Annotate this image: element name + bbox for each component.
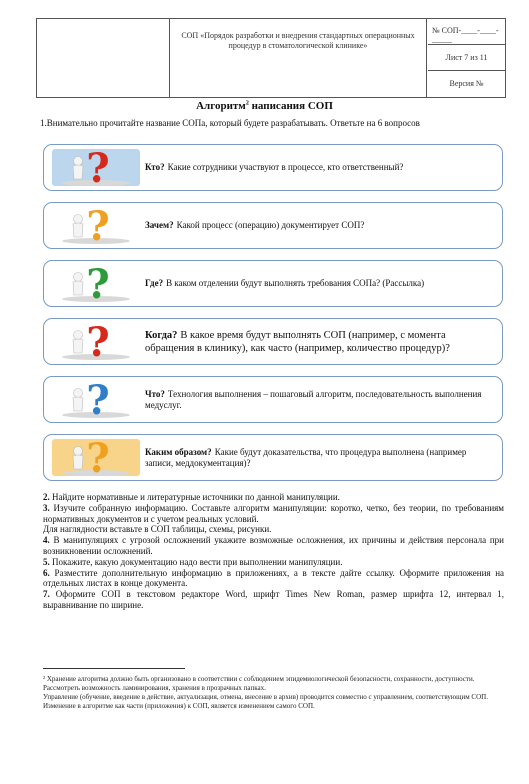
question-description: Технология выполнения – пошаговый алгоритм, последовательность выполнения медуслуг. [145,388,482,410]
question-content [145,278,424,289]
page-title [0,100,529,112]
question-text [145,261,492,306]
question-content [145,389,492,411]
question-box [43,376,503,423]
question-text [145,377,492,422]
header-version: Версия № [449,79,484,88]
question-content [145,162,403,173]
step-number: 7. [43,589,56,600]
question-keyword: Зачем? [145,220,174,230]
header-table [36,18,506,98]
question-description: В каком отделении будут выполнять требования СОПа? (Рассылка) [166,278,425,288]
footnote-line: Управление (обучение, введение в действие, актуализация, отмена, внесение в архив) проводится совместно с управлением, соответствующим СОП. [43,693,488,701]
header-logo-cell [37,19,170,97]
question-description: В какое время будут выполнять СОП (например, с момента обращения в клинику), как часто (например, количество процедур)? [145,329,450,354]
question-description: Какой процесс (операцию) документирует СОП? [176,220,365,230]
footnote-line: Изменение в алгоритме как части (приложения) к СОП, является изменением самого СОП. [43,702,315,710]
question-content [145,447,492,469]
question-keyword: Что? [145,388,165,399]
footnote-line: ² Хранение алгоритма должно быть организовано в соответствии с соблюдением эпидемиологической безопасности, сохранности, доступности. [43,675,475,683]
step-number: 6. [43,567,55,578]
question-description: Какие будут доказательства, что процедура выполнена (например записи, меддокументация)? [145,446,467,468]
question-content [145,220,364,231]
question-box [43,202,503,249]
footnotes [43,675,504,711]
question-mark-illustration-icon [52,149,140,186]
question-content [145,329,492,355]
question-keyword: Кто? [145,162,165,172]
question-mark-illustration-icon [52,207,140,244]
question-text [145,319,492,364]
question-text [145,435,492,480]
question-box [43,434,503,481]
question-text [145,145,492,190]
header-sheet: Лист 7 из 11 [428,45,505,71]
question-keyword: Где? [145,278,164,288]
step-text: Оформите СОП в текстовом редакторе Word, шрифт Times New Roman, размер шрифта 12, интервал 1, выравнивание по ширине. [43,589,505,610]
question-box [43,144,503,191]
step-text: Для наглядности вставьте в СОП таблицы, схемы, рисунки. [43,524,272,535]
step-item [43,557,504,568]
footnote-line: Рассмотреть возможность ламинирования, хранения в прозрачных папках. [43,684,266,692]
steps-list [43,492,504,611]
svg-text:?: ? [86,207,110,244]
step-text: Изучите собранную информацию. Составьте алгоритм манипуляции: коротко, четко, без теории, по требованиям нормативных документов и с учетом реальных условий. [43,502,505,524]
footnote-separator [43,668,185,669]
intro-paragraph: 1.Внимательно прочитайте название СОПа, который будете разрабатывать. Ответьте на 6 вопросов [40,118,420,128]
question-mark-illustration-icon [52,439,140,476]
step-number: 3. [43,502,54,513]
svg-text:?: ? [86,323,110,360]
svg-text:?: ? [86,381,110,418]
question-mark-illustration-icon [52,381,140,418]
step-item [43,568,504,590]
title-rest: написания СОП [248,100,333,112]
step-item [43,492,504,503]
step-number: 2. [43,492,52,502]
step-number: 5. [43,556,52,567]
step-text: Покажите, какую документацию надо вести при выполнении манипуляции. [52,556,343,567]
question-keyword: Когда? [145,329,178,341]
step-text: Найдите нормативные и литературные источники по данной манипуляции. [52,492,340,502]
step-item [43,535,504,557]
title-main: Алгоритм [196,100,246,112]
step-number: 4. [43,535,54,546]
step-item [43,503,504,525]
question-box [43,318,503,365]
step-text: В манипуляциях с угрозой осложнений укажите возможные осложнения, их причины и действия персонала при возникновении осложнений. [43,535,504,556]
question-box [43,260,503,307]
svg-text:?: ? [86,149,110,186]
question-keyword: Каким образом? [145,446,212,457]
header-meta-cell [428,19,505,97]
step-item [43,589,504,611]
question-text [145,203,492,248]
question-mark-illustration-icon [52,265,140,302]
svg-text:?: ? [86,439,110,476]
step-item [43,524,504,535]
question-description: Какие сотрудники участвуют в процессе, кто ответственный? [167,162,404,172]
header-sop-number: № СОП-____-____-_____ [428,19,505,45]
question-mark-illustration-icon [52,323,140,360]
step-text: Разместите дополнительную информацию в приложениях, а в тексте дайте ссылку. Оформите приложения на отдельных листах в конце документа. [43,567,505,589]
title-footnote-ref: 2 [245,100,249,107]
svg-text:?: ? [86,265,110,302]
header-sop-title: СОП «Порядок разработки и внедрения стандартных операционных процедур в стоматологической клинике» [170,19,427,97]
